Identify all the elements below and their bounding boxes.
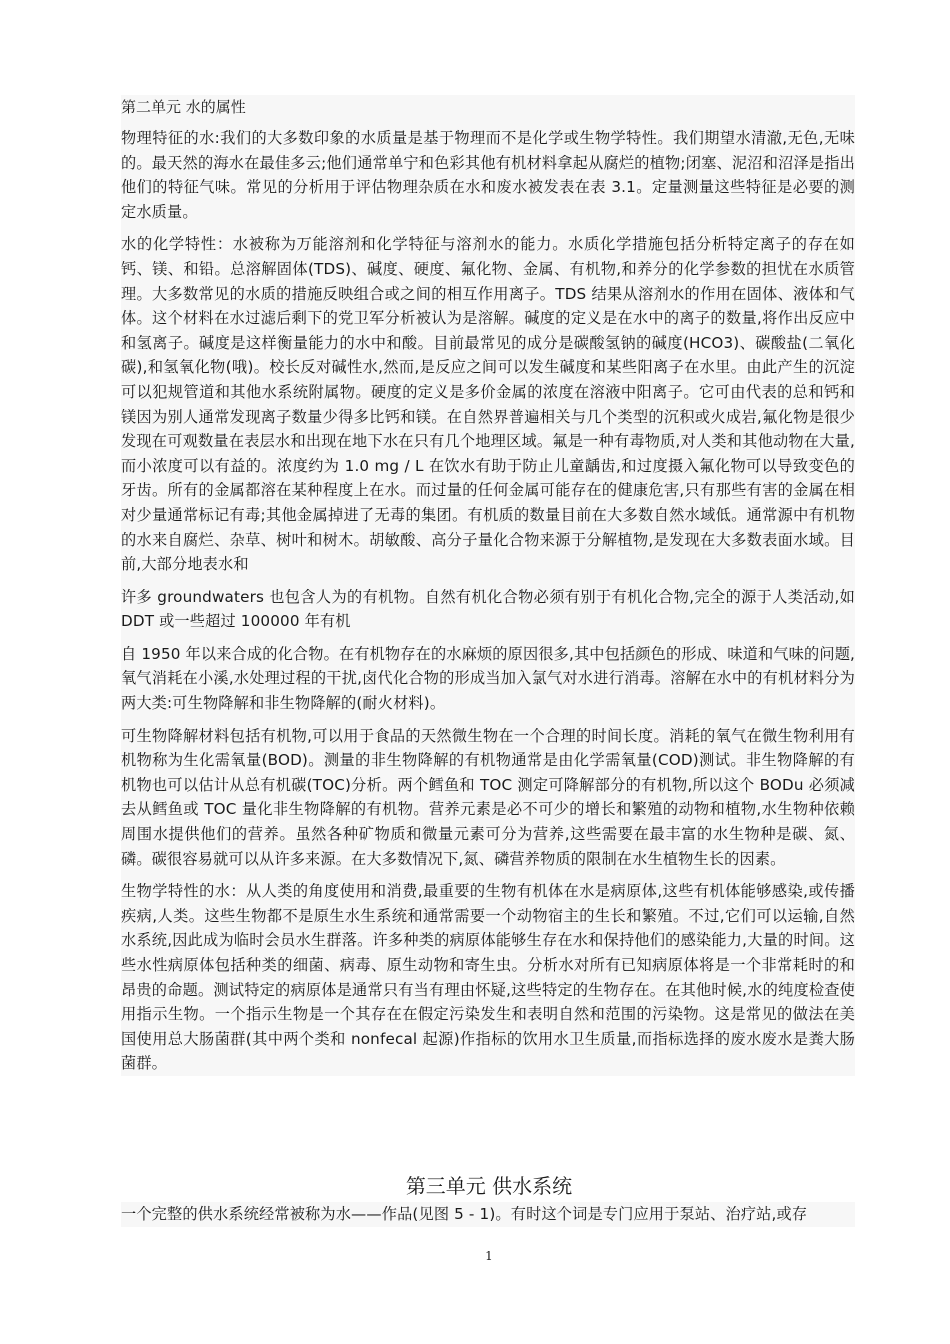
paragraph-synthetic: 自 1950 年以来合成的化合物。在有机物存在的水麻烦的原因很多,其中包括颜色的形成、味道和气味的问题,氧气消耗在小溪,水处理过程的干扰,卤代化合物的形成当加入氯气对水进行消毒。溶解在水中的有机材料分为两大类:可生物降解和非生物降解的(耐火材料)。 [121,644,856,713]
paragraph-chemical: 水的化学特性：水被称为万能溶剂和化学特征与溶剂水的能力。水质化学措施包括分析特定离子的存在如钙、镁、和铅。总溶解固体(TDS)、碱度、硬度、氟化物、金属、有机物,和养分的化学参数的担忧在水质管理。大多数常见的水质的措施反映组合或之间的相互作用离子。TDS 结果从溶剂水的作用在固体、液体和气体。这个材料在水过滤后剩下的党卫军分析被认为是溶解。碱度的定义是在水中的离子的数量,将作出反应中和氢离子。碱度是这样衡量能力的水中和酸。目前最常见的成分是碳酸氢钠的碱度(HCO3)、碳酸盐(二氧化碳),和氢氧化物(哦)。校长反对碱性水,然而,是反应之间可以发生碱度和某些阳离子在水里。由此产生的沉淀可以犯规管道和其他水系统附属物。硬度的定义是多价金属的浓度在溶液中阳离子。它可由代表的总和钙和镁因为别人通常发现离子数量少得多比钙和镁。在自然界普遍相关与几个类型的沉积或火成岩,氟化物是很少发现在可观数量在表层水和出现在地下水在只有几个地理区域。氟是一种有毒物质,对人类和其他动物在大量,而小浓度可以有益的。浓度约为 1.0 mg / L 在饮水有助于防止儿童龋齿,和过度摄入氟化物可以导致变色的牙齿。所有的金属都溶在某种程度上在水。而过量的任何金属可能存在的健康危害,只有那些有害的金属在相对少量通常标记有毒;其他金属掉进了无毒的集团。有机质的数量目前在大多数自然水域低。通常源中有机物的水来自腐烂、杂草、树叶和树木。胡敏酸、高分子量化合物来源于分解植物,是发现在大多数表面水域。目前,大部分地表水和 [121,235,855,574]
paragraph-organics: 许多 groundwaters 也包含人为的有机物。自然有机化合物必须有别于有机化合物,完全的源于人类活动,如 DDT 或一些超过 100000 年有机 [121,587,855,631]
unit-3-first-line: 一个完整的供水系统经常被称为水——作品(见图 5 - 1)。有时这个词是专门应用于泵站、治疗站,或存 [121,1202,855,1227]
document-body [121,95,855,1076]
unit-2-heading: 第二单元 水的属性 [121,98,246,116]
page-number: 1 [485,1249,493,1263]
paragraph-biodegradable: 可生物降解材料包括有机物,可以用于食品的天然微生物在一个合理的时间长度。消耗的氧气在微生物利用有机物称为生化需氧量(BOD)。测量的非生物降解的有机物通常是由化学需氧量(COD)测试。非生物降解的有机物也可以估计从总有机碳(TOC)分析。两个鳕鱼和 TOC 测定可降解部分的有机物,所以这个 BODu 必须减去从鳕鱼或 TOC 量化非生物降解的有机物。营养元素是必不可少的增长和繁殖的动物和植物,水生物种依赖周围水提供他们的营养。虽然各种矿物质和微量元素可分为营养,这些需要在最丰富的水生物种是碳、氮、磷。碳很容易就可以从许多来源。在大多数情况下,氮、磷营养物质的限制在水生植物生长的因素。 [121,726,855,868]
paragraph-biological: 生物学特性的水：从人类的角度使用和消费,最重要的生物有机体在水是病原体,这些有机体能够感染,或传播疾病,人类。这些生物都不是原生水生系统和通常需要一个动物宿主的生长和繁殖。不过,它们可以运输,自然水系统,因此成为临时会员水生群落。许多种类的病原体能够生存在水和保持他们的感染能力,大量的时间。这些水性病原体包括种类的细菌、病毒、原生动物和寄生虫。分析水对所有已知病原体将是一个非常耗时的和昂贵的命题。测试特定的病原体是通常只有当有理由怀疑,这些特定的生物存在。在其他时候,水的纯度检查使用指示生物。一个指示生物是一个其存在在假定污染发生和表明自然和范围的污染物。这是常见的做法在美国使用总大肠菌群(其中两个类和 nonfecal 起源)作指标的饮用水卫生质量,而指标选择的废水废水是粪大肠菌群。 [121,882,855,1073]
paragraph-physical: 物理特征的水:我们的大多数印象的水质量是基于物理而不是化学或生物学特性。我们期望水清澈,无色,无味的。最天然的海水在最佳多云;他们通常单宁和色彩其他有机材料拿起从腐烂的植物;闭塞、泥沼和沼泽是指出他们的特征气味。常见的分析用于评估物理杂质在水和废水被发表在表 3.1。定量测量这些特征是必要的测定水质量。 [121,129,855,221]
unit-3-heading: 第三单元 供水系统 [405,1174,573,1198]
